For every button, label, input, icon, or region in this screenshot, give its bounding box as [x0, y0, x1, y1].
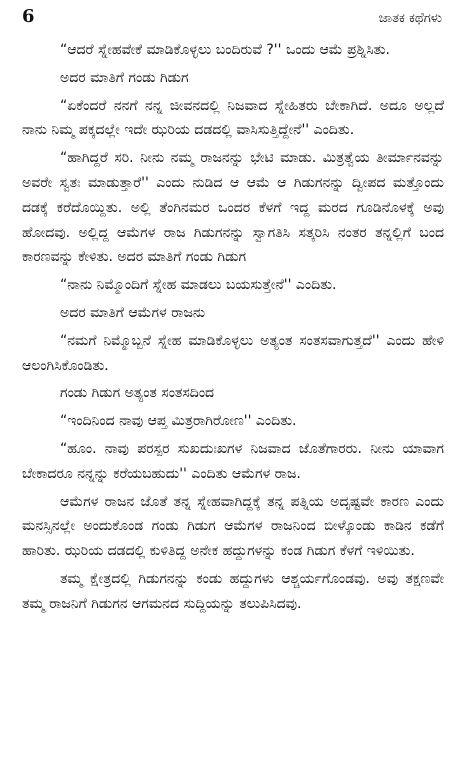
paragraph: ತಮ್ಮ ಕ್ಷೇತ್ರದಲ್ಲಿ ಗಿಡುಗನನ್ನು ಕಂಡು ಹದ್ದುಗಳು ಆಶ್ಚರ್ಯಗೊಂಡವು. ಅವು ತಕ್ಷಣವೇ ತಮ್ಮ ರಾಜನಿಗೆ ಗಿಡುಗನ ಆಗಮನದ ಸುದ್ದಿಯನ್ನು ತಲುಪಿಸಿದವು.: [22, 570, 444, 612]
paragraph: “ಏಕೆಂದರೆ ನನಗೆ ನನ್ನ ಜೀವನದಲ್ಲಿ ನಿಜವಾದ ಸ್ನೇಹಿತರು ಬೇಕಾಗಿದೆ. ಅದೂ ಅಲ್ಲದೆ ನಾನು ನಿಮ್ಮ ಪಕ್ಕದಲ್ಲೇ ಇದೇ ಝರಿಯ ದಡದಲ್ಲಿ ವಾಸಿಸುತ್ತಿದ್ದೇನೆ'' ಎಂದಿತು.: [22, 97, 444, 139]
paragraph: ಅದರ ಮಾತಿಗೆ ಗಂಡು ಗಿಡುಗ: [60, 69, 189, 86]
page-number: 6: [22, 6, 35, 27]
paragraph: “ಇಂದಿನಿಂದ ನಾವು ಆಪ್ತ ಮಿತ್ರರಾಗಿರೋಣ'' ಎಂದಿತು.: [60, 413, 297, 430]
page-body: [22, 38, 444, 617]
paragraph: “ಆದರೆ ಸ್ನೇಹವೇಕೆ ಮಾಡಿಕೊಳ್ಳಲು ಬಂದಿರುವೆ ?'' ಒಂದು ಆಮೆ ಪ್ರಶ್ನಿಸಿತು.: [60, 42, 390, 58]
paragraph: ಗಂಡು ಗಿಡುಗ ಅತ್ಯಂತ ಸಂತಸದಿಂದ: [60, 385, 215, 402]
page-header: [22, 6, 444, 32]
paragraph: ಆಮೆಗಳ ರಾಜನ ಜೊತೆ ತನ್ನ ಸ್ನೇಹವಾಗಿದ್ದಕ್ಕೆ ತನ್ನ ಪತ್ನಿಯ ಅದೃಷ್ಟವೇ ಕಾರಣ ಎಂದು ಮನಸ್ಸಿನಲ್ಲೇ ಅಂದುಕೊಂಡ ಗಂಡು ಗಿಡುಗ ಆಮೆಗಳ ರಾಜನಿಂದ ಬೀಳ್ಕೊಂಡು ಕಾಡಿನ ಕಡೆಗೆ ಹಾರಿತು. ಝರಿಯ ದಡದಲ್ಲಿ ಕುಳಿತಿದ್ದ ಅನೇಕ ಹದ್ದುಗಳನ್ನು ಕಂಡ ಗಿಡುಗ ಕೆಳಗೆ ಇಳಿಯಿತು.: [22, 493, 444, 560]
paragraph: ಅದರ ಮಾತಿಗೆ ಆಮೆಗಳ ರಾಜನು: [60, 304, 206, 321]
paragraph: “ಹಾಗಿದ್ದರೆ ಸರಿ. ನೀನು ನಮ್ಮ ರಾಜನನ್ನು ಭೇಟಿ ಮಾಡು. ಮಿತ್ರತ್ವೆಯ ತೀರ್ಮಾನವನ್ನು ಅವರೇ ಸ್ವತಃ ಮಾಡುತ್ತಾರೆ'' ಎಂದು ನುಡಿದ ಆ ಆಮೆ ಆ ಗಿಡುಗನನ್ನು ದ್ವೀಪದ ಮತ್ತೊಂದು ದಡಕ್ಕೆ ಕರೆದೊಯ್ದಿತು. ಅಲ್ಲಿ ತೆಂಗಿನಮರ ಒಂದರ ಕೆಳಗೆ ಇದ್ದ ಮರದ ಗೂಡಿನೊಳಕ್ಕೆ ಅವು ಹೋದವು. ಅಲ್ಲಿದ್ದ ಆಮೆಗಳ ರಾಜ ಗಿಡುಗನನ್ನು ಸ್ವಾಗತಿಸಿ ಸತ್ಕರಿಸಿ ನಂತರ ತನ್ನಲ್ಲಿಗೆ ಬಂದ ಕಾರಣವನ್ನು ಕೇಳಿತು. ಅದರ ಮಾತಿಗೆ ಗಂಡು ಗಿಡುಗ: [22, 150, 444, 266]
paragraph: “ನಾನು ನಿಮ್ಮೊಂದಿಗೆ ಸ್ನೇಹ ಮಾಡಲು ಬಯಸುತ್ತೇನೆ'' ಎಂದಿತು.: [60, 277, 337, 294]
paragraph: “ಹೂಂ. ನಾವು ಪರಸ್ಪರ ಸುಖದುಃಖಗಳ ನಿಜವಾದ ಜೊತೆಗಾರರು. ನೀನು ಯಾವಾಗ ಬೇಕಾದರೂ ನನ್ನನ್ನು ಕರೆಯಬಹುದು'' ಎಂದಿತು ಆಮೆಗಳ ರಾಜ.: [22, 440, 444, 482]
paragraph: “ನಮಗೆ ನಿಮ್ಮೊಬ್ಬನೆ ಸ್ನೇಹ ಮಾಡಿಕೊಳ್ಳಲು ಅತ್ಯಂತ ಸಂತಸವಾಗುತ್ತದೆ'' ಎಂದು ಹೇಳಿ ಆಲಂಗಿಸಿಕೊಂಡಿತು.: [22, 332, 444, 374]
running-title: ಜಾತಕ ಕಥೆಗಳು: [378, 11, 442, 26]
